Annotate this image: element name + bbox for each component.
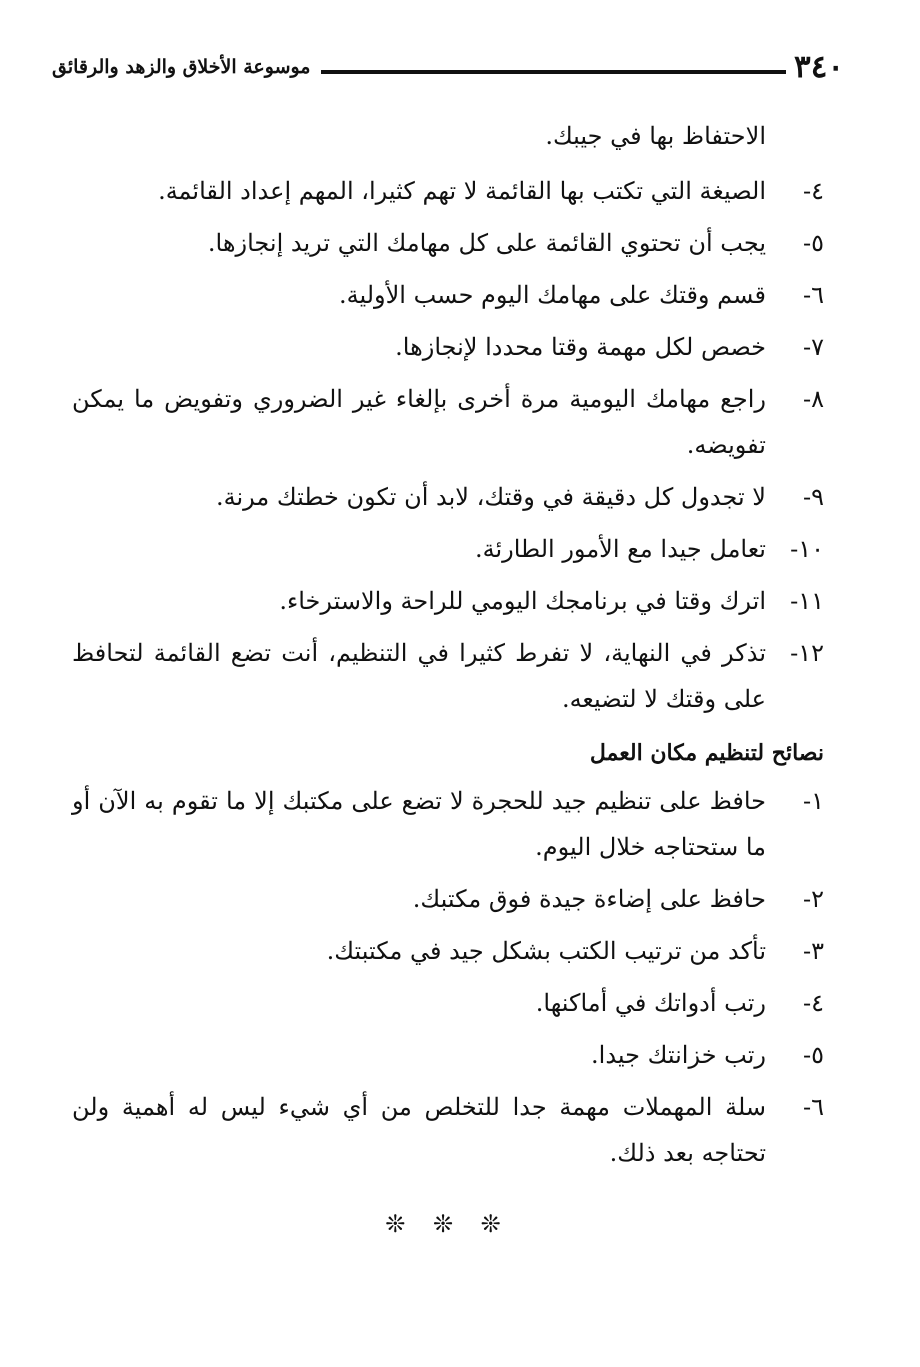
list-item bbox=[72, 980, 824, 1026]
item-text: خصص لكل مهمة وقتا محددا لإنجازها. bbox=[395, 333, 766, 361]
list-item bbox=[72, 272, 824, 318]
list-item bbox=[72, 324, 824, 370]
item-text: قسم وقتك على مهامك اليوم حسب الأولية. bbox=[338, 281, 766, 309]
item-number: ٩- bbox=[803, 483, 824, 511]
workspace-tips-list bbox=[72, 778, 824, 1176]
list-item bbox=[72, 778, 824, 870]
section-end-ornament: ❊ ❊ ❊ bbox=[385, 1210, 511, 1238]
item-text: رتب خزانتك جيدا. bbox=[591, 1041, 766, 1069]
item-text: تأكد من ترتيب الكتب بشكل جيد في مكتبتك. bbox=[326, 937, 766, 965]
item-number: ٣- bbox=[803, 937, 824, 965]
item-number: ٥- bbox=[803, 229, 824, 257]
item-number: ٦- bbox=[803, 281, 824, 309]
list-item bbox=[72, 1032, 824, 1078]
list-item bbox=[72, 220, 824, 266]
header-rule bbox=[321, 70, 787, 74]
item-text: يجب أن تحتوي القائمة على كل مهامك التي تريد إنجازها. bbox=[207, 229, 766, 257]
item-text: سلة المهملات مهمة جدا للتخلص من أي شيء ليس له أهمية ولن تحتاجه بعد ذلك. bbox=[72, 1093, 767, 1167]
running-header bbox=[52, 50, 844, 84]
list-item bbox=[72, 474, 824, 520]
item-text: حافظ على تنظيم جيد للحجرة لا تضع على مكتبك إلا ما تقوم به الآن أو ما ستحتاجه خلال اليوم. bbox=[72, 787, 766, 861]
item-number: ٦- bbox=[803, 1093, 824, 1121]
item-text: حافظ على إضاءة جيدة فوق مكتبك. bbox=[412, 885, 766, 913]
item-text: الصيغة التي تكتب بها القائمة لا تهم كثيرا، المهم إعداد القائمة. bbox=[158, 177, 766, 205]
item-number: ١- bbox=[803, 787, 824, 815]
item-number: ٤- bbox=[803, 177, 824, 205]
item-number: ١٠- bbox=[790, 535, 824, 563]
continuation-line: الاحتفاظ بها في جيبك. bbox=[545, 122, 766, 150]
item-text: تذكر في النهاية، لا تفرط كثيرا في التنظيم، أنت تضع القائمة لتحافظ على وقتك لا لتضيعه. bbox=[72, 639, 767, 713]
list-item bbox=[72, 578, 824, 624]
item-text: لا تجدول كل دقيقة في وقتك، لابد أن تكون خطتك مرنة. bbox=[215, 483, 766, 511]
item-text: تعامل جيدا مع الأمور الطارئة. bbox=[474, 535, 766, 563]
section-heading: نصائح لتنظيم مكان العمل bbox=[589, 740, 824, 766]
list-item bbox=[72, 928, 824, 974]
item-text: اترك وقتا في برنامجك اليومي للراحة والاسترخاء. bbox=[279, 587, 766, 615]
page-number: ٣٤٠ bbox=[794, 49, 844, 85]
list-item bbox=[72, 630, 824, 722]
item-number: ٨- bbox=[803, 385, 824, 413]
page-body bbox=[72, 110, 824, 1244]
item-number: ٧- bbox=[803, 333, 824, 361]
list-item bbox=[72, 876, 824, 922]
item-number: ١٢- bbox=[790, 639, 824, 667]
list-item bbox=[72, 526, 824, 572]
item-number: ٤- bbox=[803, 989, 824, 1017]
item-number: ١١- bbox=[790, 587, 824, 615]
task-list bbox=[72, 168, 824, 722]
item-number: ٥- bbox=[803, 1041, 824, 1069]
book-title: موسوعة الأخلاق والزهد والرقائق bbox=[52, 56, 311, 78]
item-number: ٢- bbox=[803, 885, 824, 913]
list-item bbox=[72, 1084, 824, 1176]
item-text: رتب أدواتك في أماكنها. bbox=[535, 989, 766, 1017]
item-text: راجع مهامك اليومية مرة أخرى بإلغاء غير الضروري وتفويض ما يمكن تفويضه. bbox=[72, 385, 766, 459]
list-item bbox=[72, 376, 824, 468]
list-item bbox=[72, 168, 824, 214]
